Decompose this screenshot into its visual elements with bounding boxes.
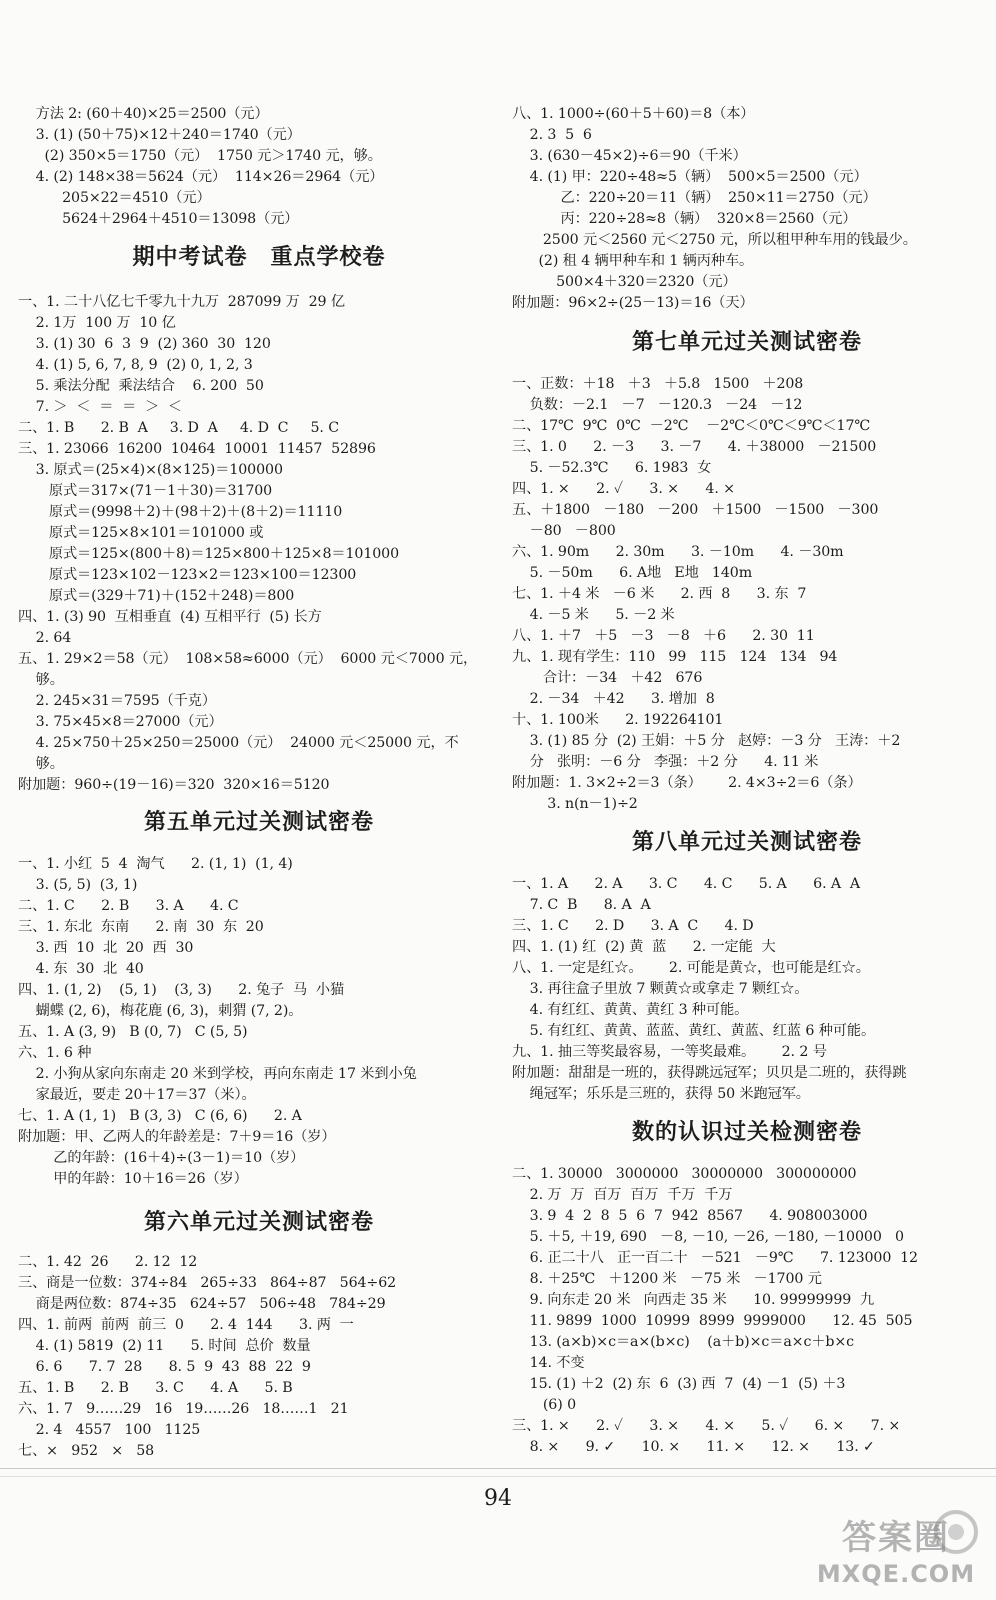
- answer-line: 一、1. A 2. A 3. C 4. C 5. A 6. A A: [512, 876, 861, 892]
- answer-line: 七、× 952 × 58: [18, 1443, 155, 1459]
- footer-divider-2: [0, 1476, 996, 1477]
- answer-line: 8. ＋25℃ ＋1200 米 －75 米 －1700 元: [512, 1271, 822, 1287]
- answer-line: 3. 再往盒子里放 7 颗黄☆或拿走 7 颗红☆。: [512, 981, 809, 997]
- answer-line: 5. 有红红、黄黄、蓝蓝、黄红、黄蓝、红蓝 6 种可能。: [512, 1023, 876, 1039]
- answer-line: 5624＋2964＋4510＝13098（元）: [18, 211, 299, 227]
- answer-line: 三、商是一位数：374÷84 265÷33 864÷87 564÷62: [18, 1275, 397, 1291]
- answer-line: 6. 正二十八 正一百二十 －521 －9℃ 7. 123000 12: [512, 1250, 918, 1266]
- section-heading: 第六单元过关测试密卷: [143, 1210, 374, 1235]
- answer-line: 三、1. C 2. D 3. A C 4. D: [512, 918, 754, 934]
- answer-line: 三、1. 0 2. －3 3. －7 4. ＋38000 －21500: [512, 439, 877, 455]
- answer-line: 11. 9899 1000 10999 8999 9999000 12. 45 505: [512, 1313, 913, 1329]
- answer-line: 分 张明：－6 分 李强：＋2 分 4. 11 米: [512, 754, 819, 770]
- answer-line: 原式＝(9998＋2)＋(98＋2)＋(8＋2)＝11110: [18, 504, 343, 520]
- answer-line: 2. 245×31＝7595（千克）: [18, 693, 216, 709]
- answer-line: 5. 乘法分配 乘法结合 6. 200 50: [18, 378, 264, 394]
- answer-line: 3. 9 4 2 8 5 6 7 942 8567 4. 908003000: [512, 1208, 868, 1224]
- answer-line: 四、1. × 2. ✓ 3. × 4. ×: [512, 481, 735, 497]
- answer-line: 合计：－34 ＋42 676: [512, 670, 703, 686]
- answer-line: 原式＝123×102－123×2＝123×100＝12300: [18, 567, 357, 583]
- answer-line: 九、1. 现有学生：110 99 115 124 134 94: [512, 649, 838, 665]
- answer-line: 4. (1) 5819 (2) 11 5. 时间 总价 数量: [18, 1338, 311, 1354]
- answer-line: 六、1. 6 种: [18, 1045, 92, 1061]
- answer-line: 2. 4 4557 100 1125: [18, 1422, 201, 1438]
- answer-line: 七、1. ＋4 米 －6 米 2. 西 8 3. 东 7: [512, 586, 807, 602]
- answer-line: 九、1. 抽三等奖最容易，一等奖最难。 2. 2 号: [512, 1044, 827, 1060]
- answer-line: 四、1. (1, 2) (5, 1) (3, 3) 2. 兔子 马 小猫: [18, 982, 345, 998]
- answer-line: 商是两位数：874÷35 624÷57 506÷48 784÷29: [18, 1296, 386, 1312]
- answer-line: 原式＝317×(71－1＋30)＝31700: [18, 483, 273, 499]
- answer-line: 2. 64: [18, 630, 72, 646]
- answer-line: 3. (1) 30 6 3 9 (2) 360 30 120: [18, 336, 271, 352]
- answer-line: 原式＝125×(800＋8)＝125×800＋125×8＝101000: [18, 546, 400, 562]
- answer-line: 2500 元＜2560 元＜2750 元，所以租甲种车用的钱最少。: [512, 232, 917, 248]
- answer-line: 六、1. 90m 2. 30m 3. －10m 4. －30m: [512, 544, 844, 560]
- answer-line: 八、1. 一定是红☆。 2. 可能是黄☆，也可能是红☆。: [512, 960, 870, 976]
- answer-line: 3. 75×45×8＝27000（元）: [18, 714, 223, 730]
- answer-line: 二、1. C 2. B 3. A 4. C: [18, 898, 239, 914]
- footer-divider: [0, 1468, 996, 1469]
- answer-line: 2. －34 ＋42 3. 增加 8: [512, 691, 715, 707]
- answer-line: 2. 3 5 6: [512, 127, 592, 143]
- answer-line: 205×22＝4510（元）: [18, 190, 211, 206]
- answer-line: 5. ＋5, ＋19, 690 －8, －10, －26, －180, －10000 0: [512, 1229, 904, 1245]
- answer-line: 9. 向东走 20 米 向西走 35 米 10. 99999999 九: [512, 1292, 875, 1308]
- answer-line: 4. 25×750＋25×250＝25000（元） 24000 元＜25000 元，不: [18, 735, 459, 751]
- answer-line: 三、1. × 2. ✓ 3. × 4. × 5. ✓ 6. × 7. ×: [512, 1418, 901, 1434]
- answer-line: 5. －50m 6. A地 E地 140m: [512, 565, 753, 581]
- answer-line: 8. × 9. ✓ 10. × 11. × 12. × 13. ✓: [512, 1439, 875, 1455]
- answer-line: 3. (1) (50＋75)×12＋240＝1740（元）: [18, 127, 301, 143]
- answer-line: 二、1. 42 26 2. 12 12: [18, 1254, 198, 1270]
- answer-line: 二、17℃ 9℃ 0℃ －2℃ －2℃＜0℃＜9℃＜17℃: [512, 418, 871, 434]
- answer-line: 13. (a×b)×c＝a×(b×c) (a＋b)×c＝a×c＋b×c: [512, 1334, 855, 1350]
- answer-line: 4. (1) 5, 6, 7, 8, 9 (2) 0, 1, 2, 3: [18, 357, 253, 373]
- watermark: [806, 1504, 986, 1592]
- answer-line: 八、1. 1000÷(60＋5＋60)＝8（本）: [512, 106, 755, 122]
- answer-line: 3. (5, 5) (3, 1): [18, 877, 138, 893]
- answer-line: 3. (1) 85 分 (2) 王娟：＋5 分 赵婷：－3 分 王涛：＋2: [512, 733, 901, 749]
- answer-line: 十、1. 100米 2. 192264101: [512, 712, 724, 728]
- answer-line: 乙：220÷20＝11（辆） 250×11＝2750（元）: [512, 190, 877, 206]
- section-heading: 第八单元过关测试密卷: [631, 830, 862, 855]
- answer-line: 负数：－2.1 －7 －120.3 －24 －12: [512, 397, 803, 413]
- answer-line: 五、＋1800 －180 －200 ＋1500 －1500 －300: [512, 502, 879, 518]
- answer-line: 3. (630－45×2)÷6＝90（千米）: [512, 148, 747, 164]
- page-number: 94: [484, 1486, 512, 1511]
- answer-line: 蝴蝶 (2, 6)，梅花鹿 (6, 3)，刺猬 (7, 2)。: [18, 1003, 303, 1019]
- answer-line: 2. 万 万 百万 百万 千万 千万: [512, 1187, 733, 1203]
- answer-line: 四、1. 前两 前两 前三 0 2. 4 144 3. 两 一: [18, 1317, 354, 1333]
- section-heading: 第七单元过关测试密卷: [631, 330, 862, 355]
- answer-line: 附加题：甜甜是一班的，获得跳远冠军；贝贝是二班的，获得跳: [512, 1065, 907, 1081]
- answer-line: 4. 东 30 北 40: [18, 961, 144, 977]
- answer-line: 3. 西 10 北 20 西 30: [18, 940, 194, 956]
- answer-line: 一、正数：＋18 ＋3 ＋5.8 1500 ＋208: [512, 376, 804, 392]
- answer-line: 二、1. B 2. B A 3. D A 4. D C 5. C: [18, 420, 339, 436]
- answer-line: 够。: [18, 756, 64, 772]
- answer-line: 附加题：960÷(19－16)＝320 320×16＝5120: [18, 777, 330, 793]
- answer-line: 绳冠军；乐乐是三班的，获得 50 米跑冠军。: [512, 1086, 810, 1102]
- watermark-text-top: 答案圈: [842, 1518, 950, 1558]
- answer-line: 一、1. 小红 5 4 淘气 2. (1, 1) (1, 4): [18, 856, 293, 872]
- answer-line: 方法 2: (60＋40)×25＝2500（元）: [18, 106, 269, 122]
- answer-line: 丙：220÷28≈8（辆） 320×8＝2560（元）: [512, 211, 857, 227]
- answer-line: 3. n(n－1)÷2: [512, 796, 638, 812]
- answer-line: 四、1. (3) 90 互相垂直 (4) 互相平行 (5) 长方: [18, 609, 322, 625]
- answer-line: 三、1. 23066 16200 10464 10001 11457 52896: [18, 441, 376, 457]
- answer-line: (2) 350×5＝1750（元） 1750 元＞1740 元，够。: [18, 148, 382, 164]
- answer-line: 15. (1) ＋2 (2) 东 6 (3) 西 7 (4) －1 (5) ＋3: [512, 1376, 846, 1392]
- answer-line: 4. (1) 甲：220÷48≈5（辆） 500×5＝2500（元）: [512, 169, 868, 185]
- answer-line: 原式＝(329＋71)＋(152＋248)＝800: [18, 588, 295, 604]
- answer-line: 附加题：甲、乙两人的年龄差是：7＋9＝16（岁）: [18, 1129, 336, 1145]
- answer-line: 4. (2) 148×38＝5624（元） 114×26＝2964（元）: [18, 169, 384, 185]
- answer-line: 五、1. A (3, 9) B (0, 7) C (5, 5): [18, 1024, 248, 1040]
- answer-line: 六、1. 7 9……29 16 19……26 18……1 21: [18, 1401, 349, 1417]
- answer-line: 4. －5 米 5. －2 米: [512, 607, 675, 623]
- answer-line: 7. ＞ ＜ ＝ ＝ ＞ ＜: [18, 399, 183, 415]
- answer-line: 5. －52.3℃ 6. 1983 女: [512, 460, 712, 476]
- answer-line: 甲的年龄：10＋16＝26（岁）: [18, 1171, 248, 1187]
- answer-line: 附加题：96×2÷(25－13)＝16（天）: [512, 295, 754, 311]
- answer-line: 五、1. 29×2＝58（元） 108×58≈6000（元） 6000 元＜7000 元，: [18, 651, 478, 667]
- answer-line: 原式＝125×8×101＝101000 或: [18, 525, 264, 541]
- answer-line: 四、1. (1) 红 (2) 黄 蓝 2. 一定能 大: [512, 939, 776, 955]
- answer-line: 14. 不变: [512, 1355, 585, 1371]
- section-heading: 第五单元过关测试密卷: [143, 810, 374, 835]
- answer-line: 家最近，要走 20＋17＝37（米）。: [18, 1087, 256, 1103]
- answer-line: 附加题：1. 3×2÷2＝3（条） 2. 4×3÷2＝6（条）: [512, 775, 862, 791]
- answer-line: 五、1. B 2. B 3. C 4. A 5. B: [18, 1380, 293, 1396]
- section-heading: 期中考试卷 重点学校卷: [132, 245, 386, 270]
- answer-line: －80 －800: [512, 523, 616, 539]
- answer-line: 七、1. A (1, 1) B (3, 3) C (6, 6) 2. A: [18, 1108, 302, 1124]
- answer-line: 一、1. 二十八亿七千零九十九万 287099 万 29 亿: [18, 294, 345, 310]
- section-heading: 数的认识过关检测密卷: [631, 1120, 862, 1145]
- answer-line: 7. C B 8. A A: [512, 897, 651, 913]
- answer-line: 二、1. 30000 3000000 30000000 300000000: [512, 1166, 857, 1182]
- answer-line: 4. 有红红、黄黄、黄红 3 种可能。: [512, 1002, 749, 1018]
- answer-line: 2. 1万 100 万 10 亿: [18, 315, 176, 331]
- answer-line: 三、1. 东北 东南 2. 南 30 东 20: [18, 919, 264, 935]
- answer-line: 八、1. ＋7 ＋5 －3 －8 ＋6 2. 30 11: [512, 628, 815, 644]
- answer-line: 3. 原式＝(25×4)×(8×125)＝100000: [18, 462, 283, 478]
- answer-line: (2) 租 4 辆甲种车和 1 辆丙种车。: [512, 253, 754, 269]
- answer-line: 乙的年龄：(16＋4)÷(3－1)＝10（岁）: [18, 1150, 305, 1166]
- answer-line: 6. 6 7. 7 28 8. 5 9 43 88 22 9: [18, 1359, 311, 1375]
- answer-line: (6) 0: [512, 1397, 577, 1413]
- answer-line: 500×4＋320＝2320（元）: [512, 274, 737, 290]
- watermark-text-bottom: MXQE.COM: [816, 1560, 976, 1588]
- answer-line: 2. 小狗从家向东南走 20 米到学校，再向东南走 17 米到小兔: [18, 1066, 417, 1082]
- answer-line: 够。: [18, 672, 64, 688]
